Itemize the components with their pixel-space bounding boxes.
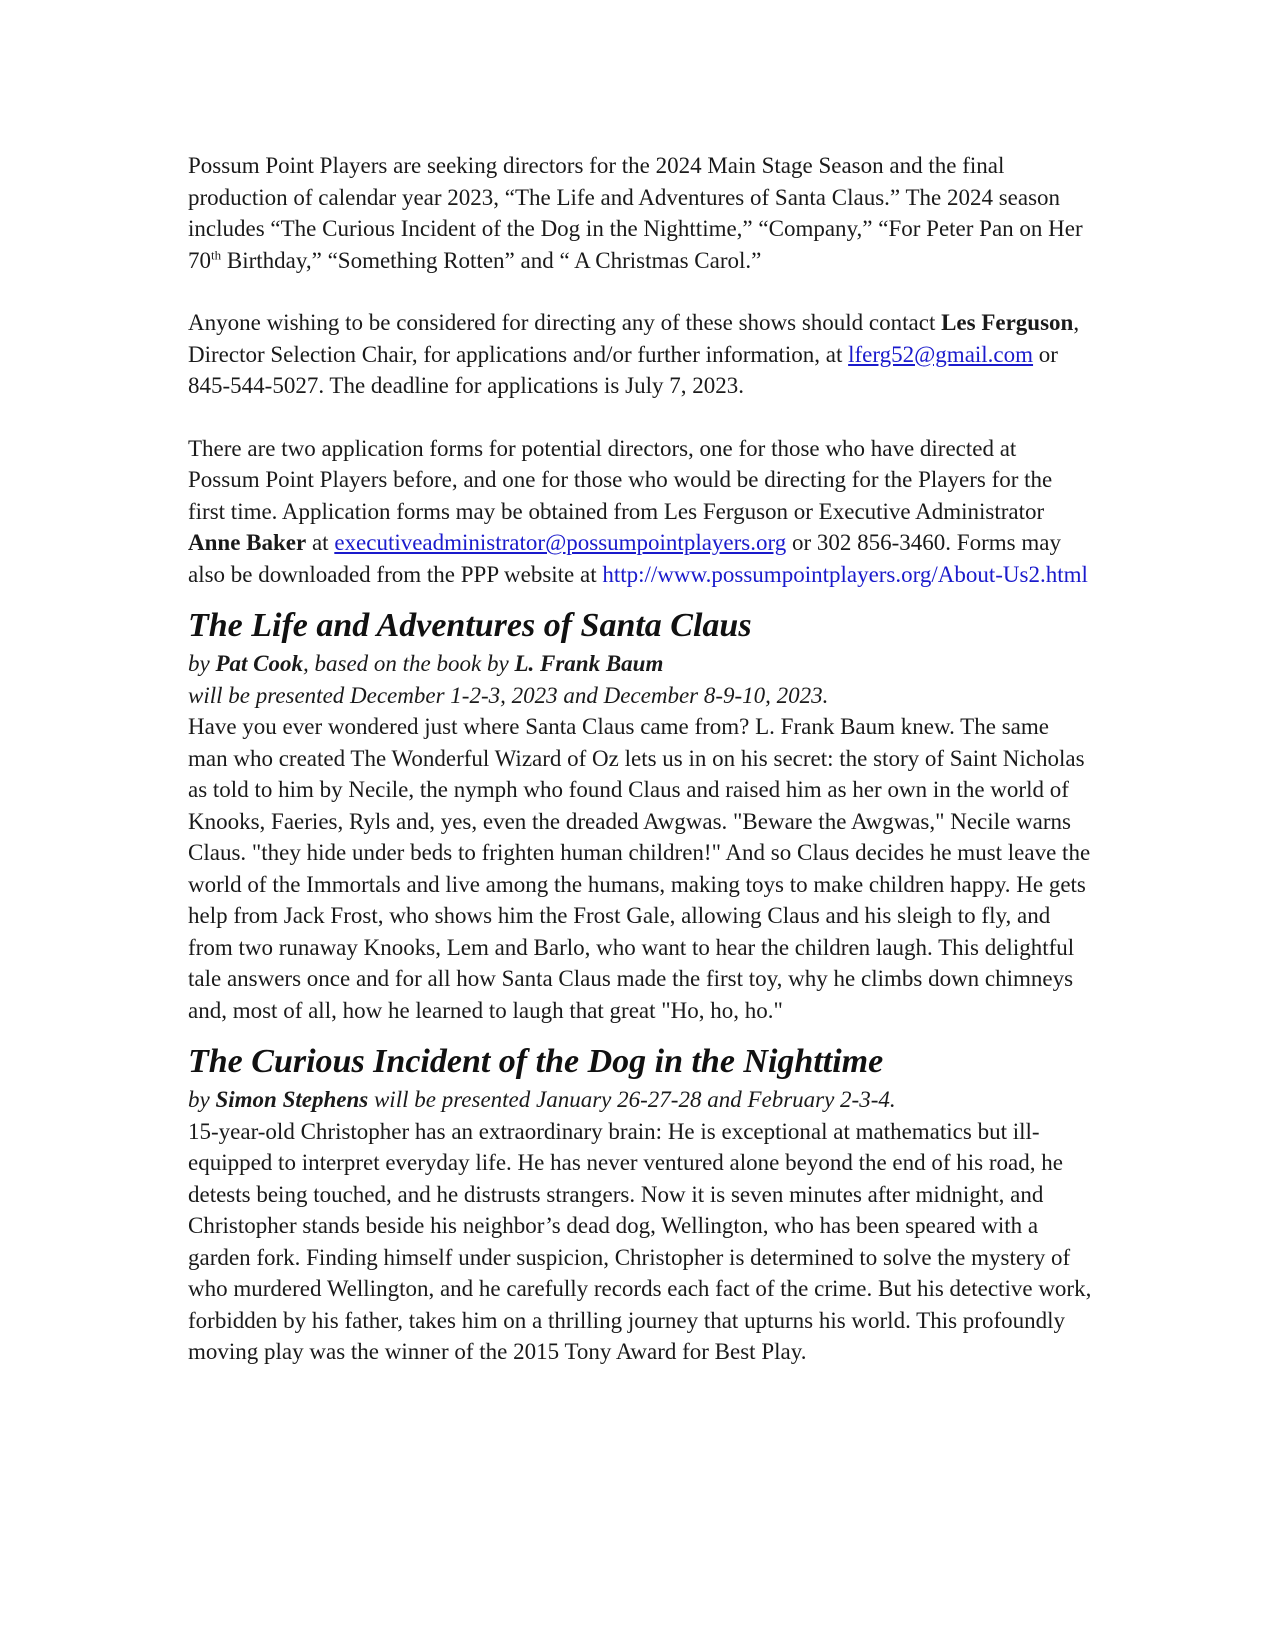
show1-description: Have you ever wondered just where Santa Claus came from? L. Frank Baum knew. The same man who created The Wonderful Wizard of Oz lets us in on his secret: the story of Saint Nicholas as told to him by Necile, the nymph who found Claus and raised him as her own in the world of Knooks, Faeries, Ryls and, yes, even the dreaded Awgwas. "Beware the Awgwas," Necile warns Claus. "they hide under beds to frighten human children!" And so Claus decides he must leave the world of the Immortals and live among the humans, making toys to make children happy. He gets help from Jack Frost, who shows him the Frost Gale, allowing Claus and his sleigh to fly, and from two runaway Knooks, Lem and Barlo, who want to hear the children laugh. This delightful tale answers once and for all how Santa Claus made the first toy, why he climbs down chimneys and, most of all, how he learned to laugh that great "Ho, ho, ho." bbox=[188, 714, 1091, 1023]
intro-text-end: Birthday,” “Something Rotten” and “ A Christmas Carol.” bbox=[221, 247, 762, 273]
contact-text: Anyone wishing to be considered for directing any of these shows should contact bbox=[188, 310, 942, 335]
contact-email-link[interactable]: lferg52@gmail.com bbox=[848, 341, 1034, 367]
show2-dates: will be presented January 26-27-28 and February 2-3-4. bbox=[368, 1087, 896, 1112]
byline-prefix: by bbox=[188, 651, 216, 676]
show2-author: Simon Stephens bbox=[215, 1087, 369, 1112]
forms-phone-text: or 302 856-3460. Forms may also be downloaded from the PPP website at bbox=[188, 530, 1061, 587]
deadline-text: or 845-544-5027. The deadline for applications is July 7, 2023. bbox=[188, 341, 1058, 398]
show1-title: The Life and Adventures of Santa Claus bbox=[188, 607, 752, 644]
show2-title: The Curious Incident of the Dog in the Nighttime bbox=[188, 1043, 884, 1080]
byline-prefix: by bbox=[188, 1087, 216, 1112]
contact-paragraph bbox=[188, 307, 1093, 402]
show1-dates: will be presented December 1-2-3, 2023 and December 8-9-10, 2023. bbox=[188, 682, 829, 708]
contact-name: Les Ferguson bbox=[941, 310, 1074, 335]
forms-at-text: at bbox=[306, 530, 335, 555]
website-link[interactable]: http://www.possumpointplayers.org/About-Us2.html bbox=[602, 561, 1088, 587]
administrator-name: Anne Baker bbox=[188, 530, 307, 555]
show1-author: Pat Cook bbox=[215, 651, 303, 676]
administrator-email-link[interactable]: executiveadministrator@possumpointplayers.org bbox=[334, 530, 787, 555]
intro-text: Possum Point Players are seeking directors for the 2024 Main Stage Season and the final production of calendar year 2023, “The Life and Adventures of Santa Claus.” The 2024 season includes “The Curious Incident of the Dog in the Nighttime,” “Company,” “For Peter Pan on Her 70 bbox=[188, 153, 1083, 273]
show2-byline bbox=[188, 1084, 1093, 1116]
contact-role-text: , Director Selection Chair, for applications and/or further information, at bbox=[188, 310, 1080, 367]
byline-mid: , based on the book by bbox=[303, 651, 515, 676]
forms-text: There are two application forms for potential directors, one for those who have directed at Possum Point Players before, and one for those who would be directing for the Players for the first time. Application forms may be obtained from Les Ferguson or Executive Administrator bbox=[188, 435, 1053, 524]
document-page bbox=[188, 150, 1093, 1368]
intro-paragraph bbox=[188, 150, 1093, 276]
show1-byline bbox=[188, 648, 1093, 680]
show2-description: 15-year-old Christopher has an extraordinary brain: He is exceptional at mathematics but ill-equipped to interpret everyday life. He has never ventured alone beyond the end of his road, he detests being touched, and he distrusts strangers. Now it is seven minutes after midnight, and Christopher stands beside his neighbor’s dead dog, Wellington, who has been speared with a garden fork. Finding himself under suspicion, Christopher is determined to solve the mystery of who murdered Wellington, and he carefully records each fact of the crime. But his detective work, forbidden by his father, takes him on a thrilling journey that upturns his world. This profoundly moving play was the winner of the 2015 Tony Award for Best Play. bbox=[188, 1118, 1092, 1364]
show1-source-author: L. Frank Baum bbox=[514, 651, 664, 676]
ordinal-superscript: th bbox=[211, 246, 222, 262]
forms-paragraph bbox=[188, 433, 1093, 591]
